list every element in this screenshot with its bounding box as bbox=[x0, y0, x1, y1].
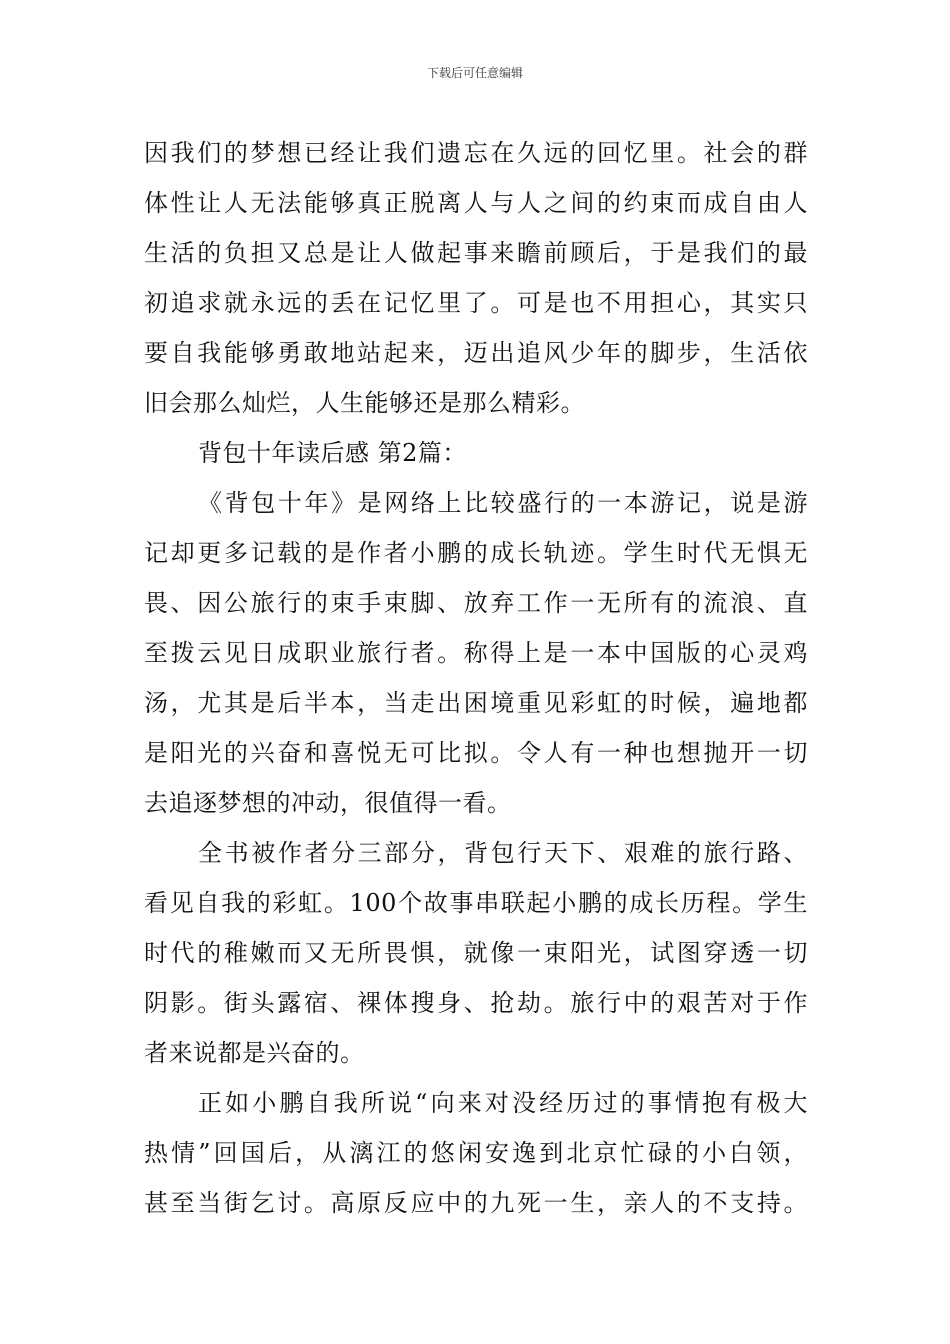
text-line: 因我们的梦想已经让我们遗忘在久远的回忆里。社会的群 bbox=[144, 139, 808, 167]
document-body bbox=[144, 128, 808, 1228]
text-line: 去追逐梦想的冲动，很值得一看。 bbox=[144, 789, 512, 817]
page-header: 下载后可任意编辑 bbox=[426, 66, 523, 80]
text-line: 正如小鹏自我所说“向来对没经历过的事情抱有极大 bbox=[198, 1089, 808, 1117]
text-line: 时代的稚嫩而又无所畏惧，就像一束阳光，试图穿透一切 bbox=[144, 939, 808, 967]
text-line: 旧会那么灿烂，人生能够还是那么精彩。 bbox=[144, 389, 585, 417]
text-line: 至拨云见日成职业旅行者。称得上是一本中国版的心灵鸡 bbox=[144, 639, 808, 667]
section-heading: 背包十年读后感 第2篇： bbox=[198, 439, 467, 467]
text-line: 生活的负担又总是让人做起事来瞻前顾后，于是我们的最 bbox=[144, 239, 808, 267]
text-line: 看见自我的彩虹。100个故事串联起小鹏的成长历程。学生 bbox=[144, 889, 808, 917]
text-line: 《背包十年》是网络上比较盛行的一本游记，说是游 bbox=[198, 489, 808, 517]
text-line: 阴影。街头露宿、裸体搜身、抢劫。旅行中的艰苦对于作 bbox=[144, 989, 808, 1017]
text-line: 要自我能够勇敢地站起来，迈出追风少年的脚步，生活依 bbox=[144, 339, 808, 367]
text-line: 者来说都是兴奋的。 bbox=[144, 1039, 365, 1067]
text-line: 汤，尤其是后半本，当走出困境重见彩虹的时候，遍地都 bbox=[144, 689, 808, 717]
text-line: 体性让人无法能够真正脱离人与人之间的约束而成自由人 bbox=[144, 189, 808, 217]
text-line: 记却更多记载的是作者小鹏的成长轨迹。学生时代无惧无 bbox=[144, 539, 808, 567]
text-line: 初追求就永远的丢在记忆里了。可是也不用担心，其实只 bbox=[144, 289, 808, 317]
text-line: 全书被作者分三部分，背包行天下、艰难的旅行路、 bbox=[198, 839, 808, 867]
text-line: 畏、因公旅行的束手束脚、放弃工作一无所有的流浪、直 bbox=[144, 589, 808, 617]
text-line: 热情”回国后，从漓江的悠闲安逸到北京忙碌的小白领， bbox=[144, 1139, 808, 1167]
text-line: 甚至当街乞讨。高原反应中的九死一生，亲人的不支持。 bbox=[144, 1189, 808, 1217]
text-line: 是阳光的兴奋和喜悦无可比拟。令人有一种也想抛开一切 bbox=[144, 739, 808, 767]
